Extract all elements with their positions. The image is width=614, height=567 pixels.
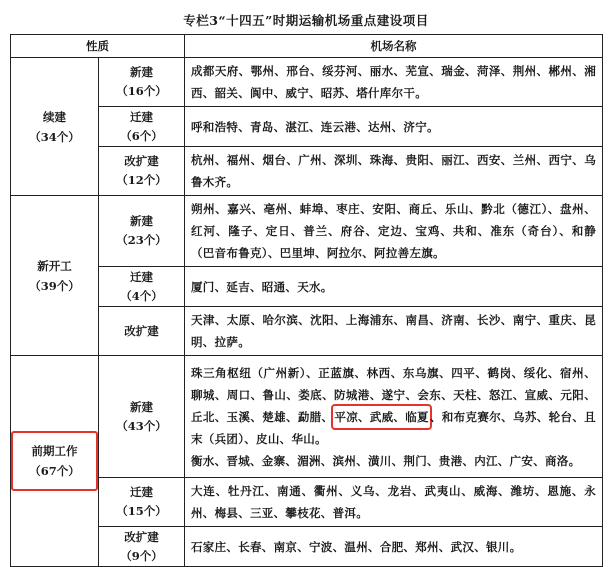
group-name: 新开工: [37, 258, 72, 273]
subtype-name: 改扩建: [124, 154, 159, 168]
table-row: [11, 107, 603, 147]
airport-list-part: 、和布克赛尔、乌苏、轮台、且末（兵团）、皮山、华山。: [191, 409, 596, 446]
subtype-name: 改扩建: [124, 529, 159, 544]
group-highlight-box: [11, 431, 98, 491]
group-name: 前期工作: [31, 444, 78, 458]
table-row: [11, 478, 603, 527]
subtype-count: （15个）: [116, 504, 167, 518]
table-row: [11, 196, 603, 267]
subtype-name: 迁建: [130, 269, 153, 284]
subtype-cell: [99, 267, 185, 307]
table-title: 专栏3“十四五”时期运输机场重点建设项目: [183, 13, 429, 28]
header-airports: 机场名称: [185, 35, 603, 58]
subtype-cell: [99, 307, 185, 356]
table-row: [11, 267, 603, 307]
group-preliminary: [11, 356, 99, 567]
table-row: [11, 356, 603, 478]
group-name: 续建: [43, 109, 66, 124]
airport-list: 呼和浩特、青岛、湛江、连云港、达州、济宁。: [185, 107, 603, 147]
highlighted-airports: 平凉、武威、临夏: [333, 406, 429, 428]
subtype-cell: [99, 196, 185, 267]
document: [10, 8, 602, 567]
subtype-count: （23个）: [116, 233, 167, 247]
table-row: [11, 147, 603, 196]
airport-list: 杭州、福州、烟台、广州、深圳、珠海、贵阳、丽江、西安、兰州、西宁、乌鲁木齐。: [185, 147, 603, 196]
table-row: [11, 307, 603, 356]
airport-list: 成都天府、鄂州、邢台、绥芬河、丽水、芜宣、瑞金、菏泽、荆州、郴州、湘西、韶关、阆中、威宁、昭苏、塔什库尔干。: [185, 58, 603, 107]
subtype-name: 新建: [130, 214, 153, 228]
table-row: [11, 58, 603, 107]
airport-list: 石家庄、长春、南京、宁波、温州、合肥、郑州、武汉、银川。: [185, 527, 603, 567]
header-row: [11, 35, 603, 58]
subtype-count: （12个）: [116, 173, 167, 187]
airport-list: [185, 356, 603, 478]
subtype-cell: [99, 58, 185, 107]
subtype-count: （4个）: [120, 288, 163, 303]
subtype-name: 改扩建: [124, 323, 159, 338]
subtype-name: 新建: [130, 65, 153, 79]
subtype-count: （16个）: [116, 84, 167, 98]
subtype-cell: [99, 147, 185, 196]
subtype-name: 迁建: [130, 109, 153, 124]
group-count: （39个）: [29, 278, 80, 293]
subtype-name: 新建: [130, 399, 153, 414]
subtype-count: （43个）: [116, 418, 167, 433]
header-nature: 性质: [11, 35, 185, 58]
subtype-count: （9个）: [120, 548, 163, 563]
group-count: （34个）: [29, 129, 80, 144]
group-new-start: [11, 196, 99, 356]
group-count: （67个）: [29, 464, 80, 478]
subtype-count: （6个）: [120, 128, 163, 143]
airport-list-part: 衡水、晋城、金寨、湄洲、滨州、潢川、荆门、贵港、内江、广安、商洛。: [191, 453, 581, 468]
airport-list: 天津、太原、哈尔滨、沈阳、上海浦东、南昌、济南、长沙、南宁、重庆、昆明、拉萨。: [185, 307, 603, 356]
airport-list-part: 珠三角枢纽（广州新）、正蓝旗、林西、东乌旗、四平、鹤岗、绥化、宿州、聊城、周口、鲁山、娄底、防城港、遂宁、会东、天柱、怒江、宣威、元阳、丘北、玉溪、楚雄、勐腊、: [191, 365, 596, 424]
airport-list: 朔州、嘉兴、亳州、蚌埠、枣庄、安阳、商丘、乐山、黔北（德江）、盘州、红河、隆子、定日、普兰、府谷、定边、宝鸡、共和、准东（奇台）、和静（巴音布鲁克）、巴里坤、阿拉尔、阿拉善左旗。: [185, 196, 603, 267]
subtype-cell: [99, 107, 185, 147]
airport-projects-table: [10, 34, 603, 567]
subtype-cell: [99, 356, 185, 478]
group-continuing: [11, 58, 99, 196]
subtype-cell: [99, 478, 185, 527]
airport-list: 厦门、延吉、昭通、天水。: [185, 267, 603, 307]
subtype-name: 迁建: [130, 485, 153, 499]
airport-list: 大连、牡丹江、南通、衢州、义乌、龙岩、武夷山、威海、潍坊、恩施、永州、梅县、三亚、攀枝花、普洱。: [185, 478, 603, 527]
